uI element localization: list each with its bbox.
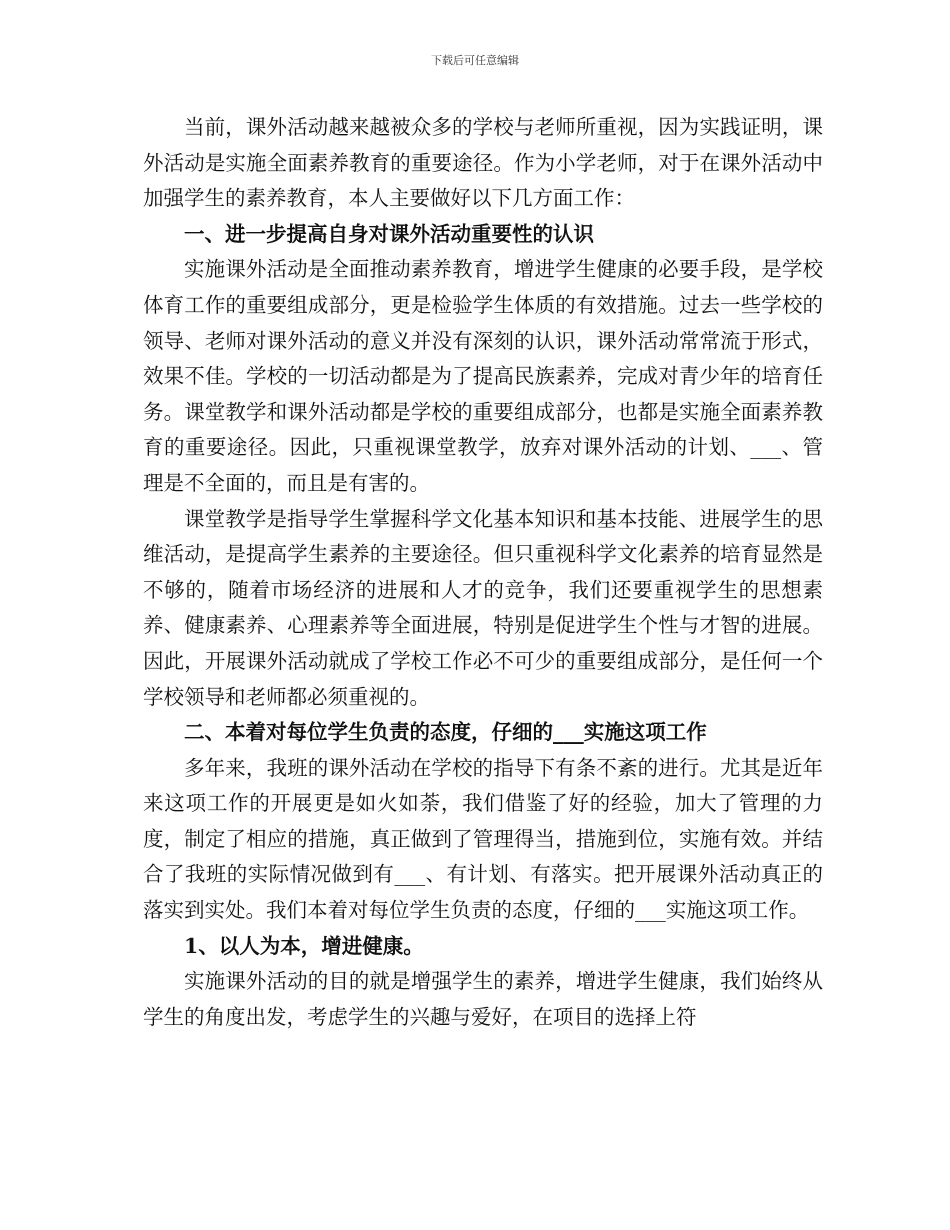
section-heading-1: 一、进一步提高自身对课外活动重要性的认识 bbox=[184, 221, 594, 246]
page-header-note: 下载后可任意编辑 bbox=[431, 54, 519, 67]
paragraph-3: 课堂教学是指导学生掌握科学文化基本知识和基本技能、进展学生的思维活动，是提高学生素养的主要途径。但只重视科学文化素养的培育显然是不够的，随着市场经济的进展和人才的竞争，我们还要重视学生的思想素养、健康素养、心理素养等全面进展，特别是促进学生个性与才智的进展。因此，开展课外活动就成了学校工作必不可少的重要组成部分，是任何一个学校领导和老师都必须重视的。 bbox=[143, 506, 823, 709]
paragraph-2: 实施课外活动是全面推动素养教育，增进学生健康的必要手段，是学校体育工作的重要组成部分，更是检验学生体质的有效措施。过去一些学校的领导、老师对课外活动的意义并没有深刻的认识，课外活动常常流于形式，效果不佳。学校的一切活动都是为了提高民族素养，完成对青少年的培育任务。课堂教学和课外活动都是学校的重要组成部分，也都是实施全面素养教育的重要途径。因此，只重视课堂教学，放弃对课外活动的计划、___、管理是不全面的，而且是有害的。 bbox=[143, 257, 823, 495]
document-body bbox=[143, 110, 823, 1035]
paragraph-5: 实施课外活动的目的就是增强学生的素养，增进学生健康，我们始终从学生的角度出发，考虑学生的兴趣与爱好，在项目的选择上符 bbox=[143, 969, 823, 1029]
subsection-heading-1: 1、以人为本，增进健康。 bbox=[184, 933, 424, 958]
paragraph-4: 多年来，我班的课外活动在学校的指导下有条不紊的进行。尤其是近年来这项工作的开展更是如火如荼，我们借鉴了好的经验，加大了管理的力度，制定了相应的措施，真正做到了管理得当，措施到位，实施有效。并结合了我班的实际情况做到有___、有计划、有落实。把开展课外活动真正的落实到实处。我们本着对每位学生负责的态度，仔细的___实施这项工作。 bbox=[143, 755, 823, 923]
paragraph-intro: 当前，课外活动越来越被众多的学校与老师所重视，因为实践证明，课外活动是实施全面素养教育的重要途径。作为小学老师，对于在课外活动中加强学生的素养教育，本人主要做好以下几方面工作： bbox=[143, 115, 823, 211]
section-heading-2: 二、本着对每位学生负责的态度，仔细的___实施这项工作 bbox=[184, 720, 707, 745]
